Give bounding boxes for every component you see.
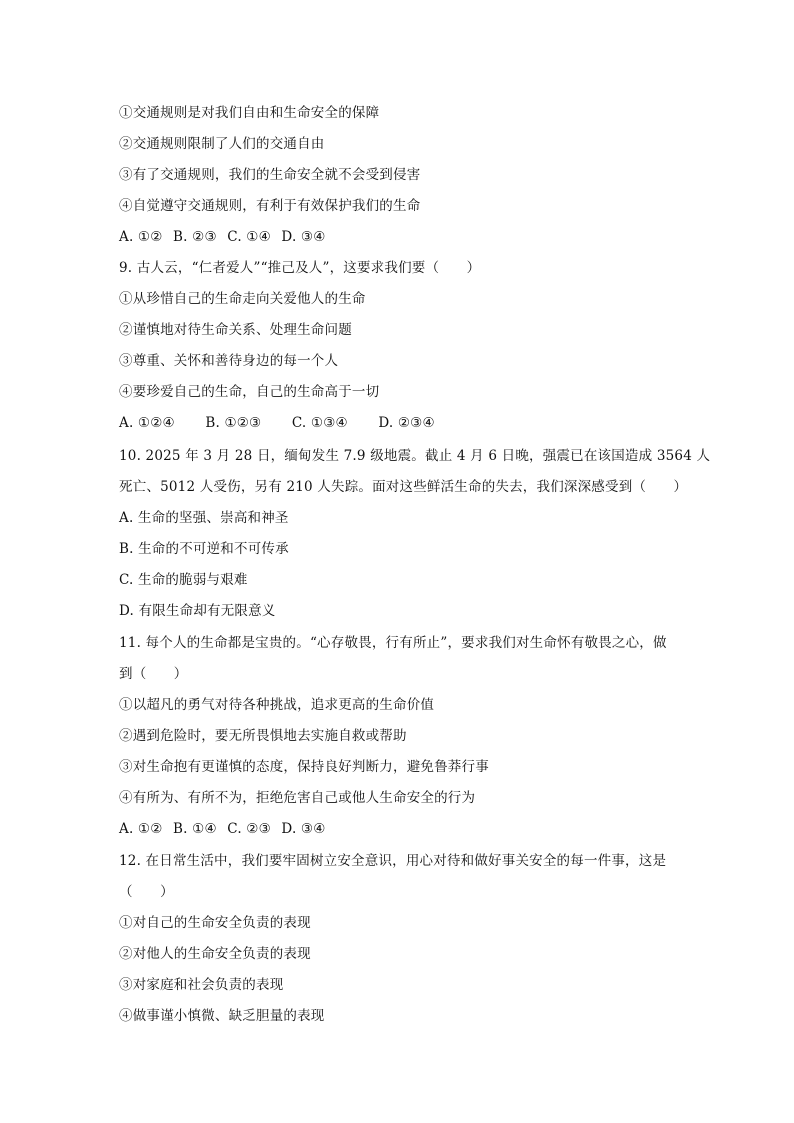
q9-option-d: D. ②③④ [378,415,435,431]
q8-options [119,227,679,247]
q8-item-3: ③有了交通规则，我们的生命安全就不会受到侵害 [119,167,421,183]
q10-option-c: C. 生命的脆弱与艰难 [119,572,248,588]
q9-stem: 9. 古人云，“仁者爱人”“推己及人”，这要求我们要（ ） [119,260,481,276]
q10-option-a: A. 生命的坚强、崇高和神圣 [119,510,289,526]
q12-item-4: ④做事谨小慎微、缺乏胆量的表现 [119,1008,325,1024]
q11-item-3: ③对生命抱有更谨慎的态度，保持良好判断力，避免鲁莽行事 [119,759,489,775]
q12-stem-line-2: （ ） [119,884,174,900]
q9-options [119,413,679,433]
q11-stem-line-2: 到（ ） [119,666,188,682]
q9-item-3: ③尊重、关怀和善待身边的每一个人 [119,353,339,369]
q8-item-4: ④自觉遵守交通规则，有利于有效保护我们的生命 [119,198,421,214]
q11-option-c: C. ②③ [227,821,271,837]
q11-item-2: ②遇到危险时，要无所畏惧地去实施自救或帮助 [119,728,407,744]
q9-option-c: C. ①③④ [291,415,348,431]
q8-option-d: D. ③④ [281,229,326,245]
q9-item-1: ①从珍惜自己的生命走向关爱他人的生命 [119,291,366,307]
q9-item-2: ②谨慎地对待生命关系、处理生命问题 [119,322,352,338]
q12-item-1: ①对自己的生命安全负责的表现 [119,915,311,931]
q10-option-b: B. 生命的不可逆和不可传承 [119,541,289,557]
q8-item-1: ①交通规则是对我们自由和生命安全的保障 [119,105,380,121]
q8-option-a: A. ①② [119,229,163,245]
q10-stem-line-2: 死亡、5012 人受伤，另有 210 人失踪。面对这些鲜活生命的失去，我们深深感受到（ ） [119,479,688,495]
q10-stem-line-1: 10. 2025 年 3 月 28 日，缅甸发生 7.9 级地震。截止 4 月 6 日晚，强震已在该国造成 3564 人 [119,448,711,464]
q11-item-4: ④有所为、有所不为，拒绝危害自己或他人生命安全的行为 [119,790,476,806]
q9-option-a: A. ①②④ [119,415,175,431]
q10-option-d: D. 有限生命却有无限意义 [119,603,276,619]
q8-option-c: C. ①④ [227,229,271,245]
q9-option-b: B. ①②③ [205,415,262,431]
q12-stem-line-1: 12. 在日常生活中，我们要牢固树立安全意识，用心对待和做好事关安全的每一件事，这是 [119,853,667,869]
q8-item-2: ②交通规则限制了人们的交通自由 [119,136,325,152]
q9-item-4: ④要珍爱自己的生命，自己的生命高于一切 [119,384,380,400]
q11-item-1: ①以超凡的勇气对待各种挑战，追求更高的生命价值 [119,697,435,713]
q8-option-b: B. ②③ [173,229,217,245]
q11-option-b: B. ①④ [173,821,217,837]
q12-item-2: ②对他人的生命安全负责的表现 [119,946,311,962]
q11-options [119,819,679,839]
q12-item-3: ③对家庭和社会负责的表现 [119,977,284,993]
q11-option-d: D. ③④ [281,821,326,837]
q11-option-a: A. ①② [119,821,163,837]
q11-stem-line-1: 11. 每个人的生命都是宝贵的。“心存敬畏，行有所止”，要求我们对生命怀有敬畏之心，做 [119,635,667,651]
